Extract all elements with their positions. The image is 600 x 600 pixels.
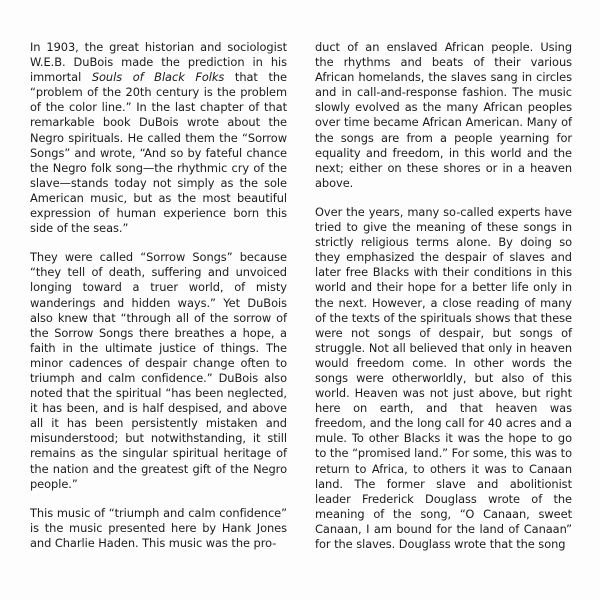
right-column: [315, 40, 572, 582]
paragraph: In 1903, the great historian and sociologist W.E.B. DuBois made the prediction in his immortal Souls of Black Folks that the “problem of the 20th century is the problem of the color line.” In the last chapter of that remarkable book DuBois wrote about the Negro spirituals. He called them the “Sorrow Songs” and wrote, “And so by fateful chance the Negro folk song—the rhythmic cry of the slave—stands today not simply as the sole American music, but as the most beautiful expression of human experience born this side of the seas.”: [30, 40, 287, 236]
two-column-layout: [30, 40, 572, 582]
paragraph: Over the years, many so-called experts have tried to give the meaning of these songs in strictly religious terms alone. By doing so they emphasized the despair of slaves and later free Blacks with their conditions in this world and their hope for a better life only in the next. However, a close reading of many of the texts of the spirituals shows that these were not songs of despair, but songs of struggle. Not all believed that only in heaven would freedom come. In other words the songs were otherworldly, but also of this world. Heaven was not just above, but right here on earth, and that heaven was freedom, and the long call for 40 acres and a mule. To other Blacks it was the hope to go to the “promised land.” For some, this was to return to Africa, to others it was to Canaan land. The former slave and abolitionist leader Frederick Douglass wrote of the meaning of the song, “O Canaan, sweet Canaan, I am bound for the land of Canaan” for the slaves. Douglass wrote that the song: [315, 204, 572, 551]
left-column: [30, 40, 287, 582]
paragraph: This music of “triumph and calm confidence” is the music presented here by Hank Jones and Charlie Haden. This music was the pro-: [30, 505, 287, 550]
book-title-italic: Souls of Black Folks: [91, 70, 225, 85]
paragraph: duct of an enslaved African people. Using the rhythms and beats of their various African homelands, the slaves sang in circles and in call-and-response fashion. The music slowly evolved as the many African peoples over time became African American. Many of the songs are from a people yearning for equality and freedom, in this world and the next; either on these shores or in a heaven above.: [315, 40, 572, 190]
paragraph: They were called “Sorrow Songs” because “they tell of death, suffering and unvoiced longing toward a truer world, of misty wanderings and hidden ways.” Yet DuBois also knew that “through all of the sorrow of the Sorrow Songs there breathes a hope, a faith in the ultimate justice of things. The minor cadences of despair change often to triumph and calm confidence.” DuBois also noted that the spiritual “has been neglected, it has been, and is half despised, and above all it has been persistently mistaken and misunderstood; but notwithstanding, it still remains as the singular spiritual heritage of the nation and the greatest gift of the Negro people.”: [30, 250, 287, 491]
